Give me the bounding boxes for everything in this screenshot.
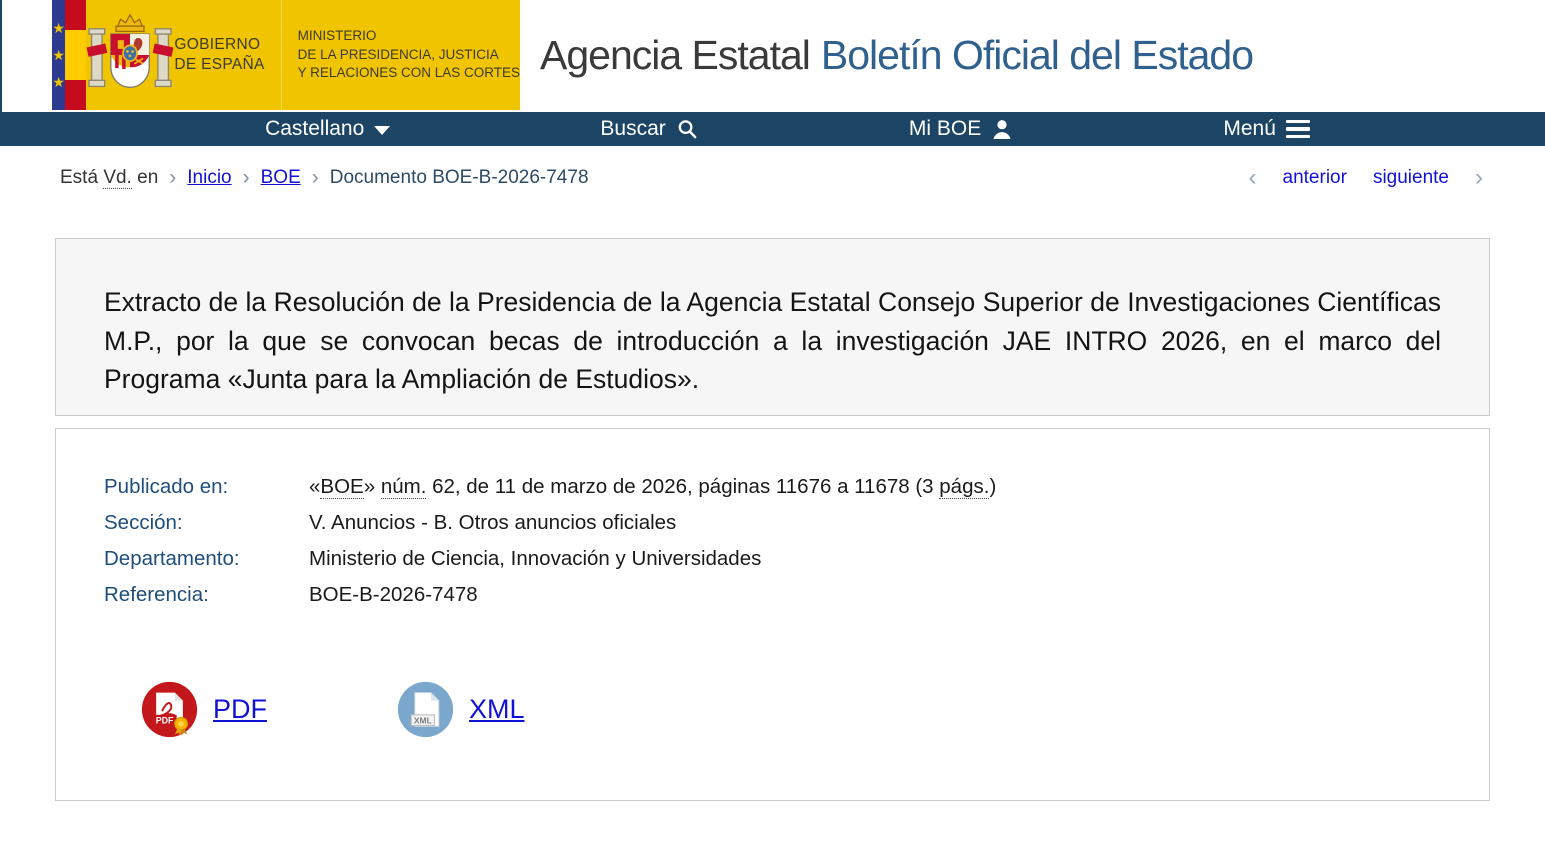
reference-value: BOE-B-2026-7478 <box>309 582 478 606</box>
num-abbreviation: núm. <box>380 474 427 498</box>
pags-abbreviation: págs. <box>939 474 990 498</box>
document-metadata-panel <box>55 428 1490 801</box>
breadcrumb-bar <box>0 146 1545 192</box>
published-value: «BOE» núm. 62, de 11 de marzo de 2026, páginas 11676 a 11678 (3 págs.) <box>309 474 997 498</box>
eu-star-icon: ★ <box>52 47 65 63</box>
search-label: Buscar <box>600 117 666 140</box>
ministerio-label-line3: Y RELACIONES CON LAS CORTES <box>297 65 520 81</box>
ministerio-label-line1: MINISTERIO <box>297 27 377 43</box>
department-label: Departamento: <box>104 546 240 570</box>
breadcrumb-current: Documento BOE-B-2026-7478 <box>329 167 589 188</box>
breadcrumb-link-boe[interactable]: BOE <box>260 167 301 188</box>
previous-document-link[interactable]: anterior <box>1282 167 1347 188</box>
next-document-link[interactable]: siguiente <box>1372 167 1449 188</box>
breadcrumb-prefix: Está Vd. en <box>60 167 159 188</box>
breadcrumb <box>60 166 589 190</box>
chevron-right-icon: › <box>242 166 250 189</box>
site-title-prefix: Agencia Estatal <box>540 31 810 78</box>
breadcrumb-link-inicio[interactable]: Inicio <box>187 167 232 188</box>
language-selector[interactable] <box>265 117 390 141</box>
document-title: Extracto de la Resolución de la Presidencia de la Agencia Estatal Consejo Superior de Investigaciones Científicas M.P., por la que se convocan becas de introducción a la investigación JAE INTRO 2026, en el marco del Programa «Junta para la Ampliación de Estudios». <box>104 287 1441 394</box>
spain-flag-stripe <box>65 0 86 110</box>
document-title-panel <box>55 238 1490 416</box>
vd-abbreviation: Vd. <box>103 167 132 188</box>
published-label: Publicado en: <box>104 474 229 498</box>
menu-button[interactable] <box>1223 117 1310 141</box>
department-value: Ministerio de Ciencia, Innovación y Universidades <box>309 546 762 570</box>
spain-coat-of-arms-icon <box>86 7 174 103</box>
page-header <box>0 0 1545 112</box>
site-title-main: Boletín Oficial del Estado <box>820 31 1253 78</box>
svg-text:XML: XML <box>413 714 432 725</box>
search-button[interactable] <box>600 117 698 141</box>
header-left-edge <box>0 0 2 112</box>
eu-star-icon: ★ <box>52 74 65 90</box>
boe-abbreviation: BOE <box>320 474 364 498</box>
miboe-label: Mi BOE <box>908 117 982 140</box>
pdf-file-icon[interactable] <box>141 681 198 738</box>
site-title <box>540 0 1253 110</box>
download-links <box>141 681 1441 738</box>
section-value: V. Anuncios - B. Otros anuncios oficiales <box>309 510 677 534</box>
svg-text:PDF: PDF <box>155 714 174 725</box>
metadata-table <box>104 469 1441 613</box>
government-logo[interactable] <box>52 0 520 110</box>
chevron-down-icon <box>374 126 390 135</box>
ministerio-label-line2: DE LA PRESIDENCIA, JUSTICIA <box>297 46 499 62</box>
xml-file-icon[interactable] <box>397 681 454 738</box>
reference-label: Referencia: <box>104 582 209 606</box>
pdf-download[interactable] <box>141 681 267 738</box>
section-label: Sección: <box>104 510 183 534</box>
gobierno-label-line2: DE ESPAÑA <box>174 56 265 73</box>
menu-label: Menú <box>1223 117 1276 140</box>
pdf-link[interactable]: PDF <box>213 693 267 724</box>
gobierno-label-line1: GOBIERNO <box>174 35 261 53</box>
xml-download[interactable] <box>397 681 525 738</box>
chevron-right-icon: › <box>1475 164 1483 191</box>
chevron-right-icon: › <box>169 166 177 189</box>
search-icon <box>676 118 699 141</box>
eu-star-icon: ★ <box>52 20 65 36</box>
eu-flag-stripe <box>52 0 65 110</box>
document-pager <box>1249 164 1483 192</box>
hamburger-icon <box>1286 120 1310 139</box>
main-navbar <box>0 112 1545 146</box>
user-icon <box>991 118 1013 140</box>
xml-link[interactable]: XML <box>469 693 525 724</box>
language-label: Castellano <box>265 117 365 140</box>
chevron-right-icon: › <box>311 166 319 189</box>
miboe-button[interactable] <box>909 117 1013 141</box>
chevron-left-icon: ‹ <box>1248 164 1257 191</box>
